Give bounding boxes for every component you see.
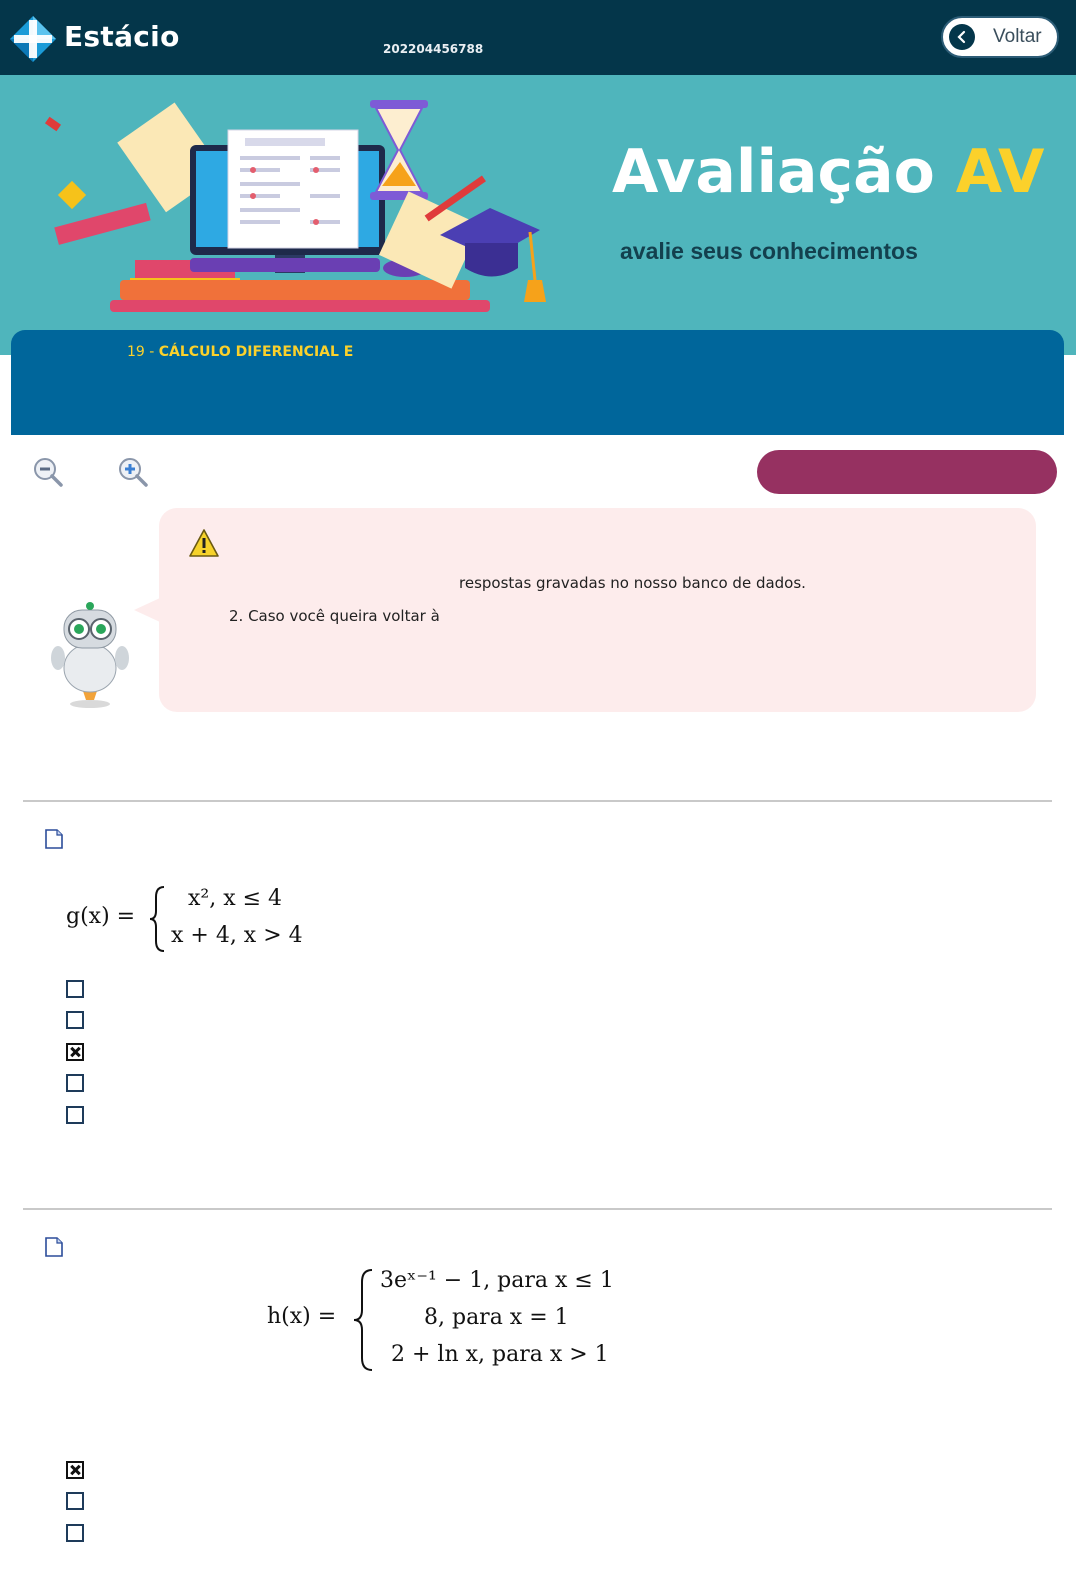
function-case-1: 3eˣ⁻¹ − 1, para x ≤ 1: [380, 1268, 614, 1293]
hero-title-highlight: AV: [955, 137, 1045, 207]
back-button[interactable]: [941, 16, 1059, 58]
back-button-label: Voltar: [993, 26, 1042, 47]
hero-title-main: Avaliação: [612, 137, 956, 207]
exam-illustration-icon: [40, 90, 560, 330]
option-checkbox[interactable]: [66, 1011, 84, 1029]
hero-subtitle: avalie seus conhecimentos: [620, 238, 918, 264]
top-bar: [0, 0, 1076, 75]
zoom-in-icon[interactable]: [117, 456, 149, 488]
course-header: [11, 330, 1064, 435]
function-lhs: g(x) =: [66, 904, 136, 929]
document-icon: [45, 1237, 63, 1257]
hero-banner: [0, 75, 1076, 355]
option-checkbox[interactable]: [66, 1074, 84, 1092]
course-name: CÁLCULO DIFERENCIAL E: [158, 344, 354, 360]
notice-text-2: 2. Caso você queira voltar à: [229, 607, 440, 625]
chevron-left-icon: [949, 24, 975, 50]
course-title: [127, 344, 353, 360]
option-checkbox[interactable]: [66, 980, 84, 998]
robot-mascot-icon: [48, 600, 130, 712]
option-checkbox[interactable]: [66, 1106, 84, 1124]
brace-icon: [148, 885, 168, 953]
option-checkbox[interactable]: [66, 1492, 84, 1510]
option-checkbox[interactable]: [66, 1524, 84, 1542]
student-id: 202204456788: [383, 42, 484, 56]
hero-title: [612, 137, 1045, 207]
warning-icon: [188, 528, 220, 558]
brand-name: Estácio: [64, 20, 180, 53]
zoom-out-icon[interactable]: [32, 456, 64, 488]
course-number: 19 -: [127, 344, 159, 360]
estacio-logo-icon: [8, 14, 58, 64]
notice-text-1: respostas gravadas no nosso banco de dados.: [459, 574, 806, 592]
option-checkbox-checked[interactable]: [66, 1043, 84, 1061]
function-case-2: 8, para x = 1: [424, 1305, 569, 1330]
function-lhs: h(x) =: [267, 1304, 337, 1329]
function-case-2: x + 4, x > 4: [171, 923, 303, 948]
question-divider: [23, 1208, 1052, 1210]
option-checkbox-checked[interactable]: [66, 1461, 84, 1479]
notice-tail: [134, 598, 160, 622]
document-icon: [45, 829, 63, 849]
question-divider: [23, 800, 1052, 802]
action-button[interactable]: [757, 450, 1057, 494]
function-case-3: 2 + ln x, para x > 1: [391, 1342, 609, 1367]
function-case-1: x², x ≤ 4: [188, 886, 283, 911]
brace-icon: [352, 1268, 376, 1372]
